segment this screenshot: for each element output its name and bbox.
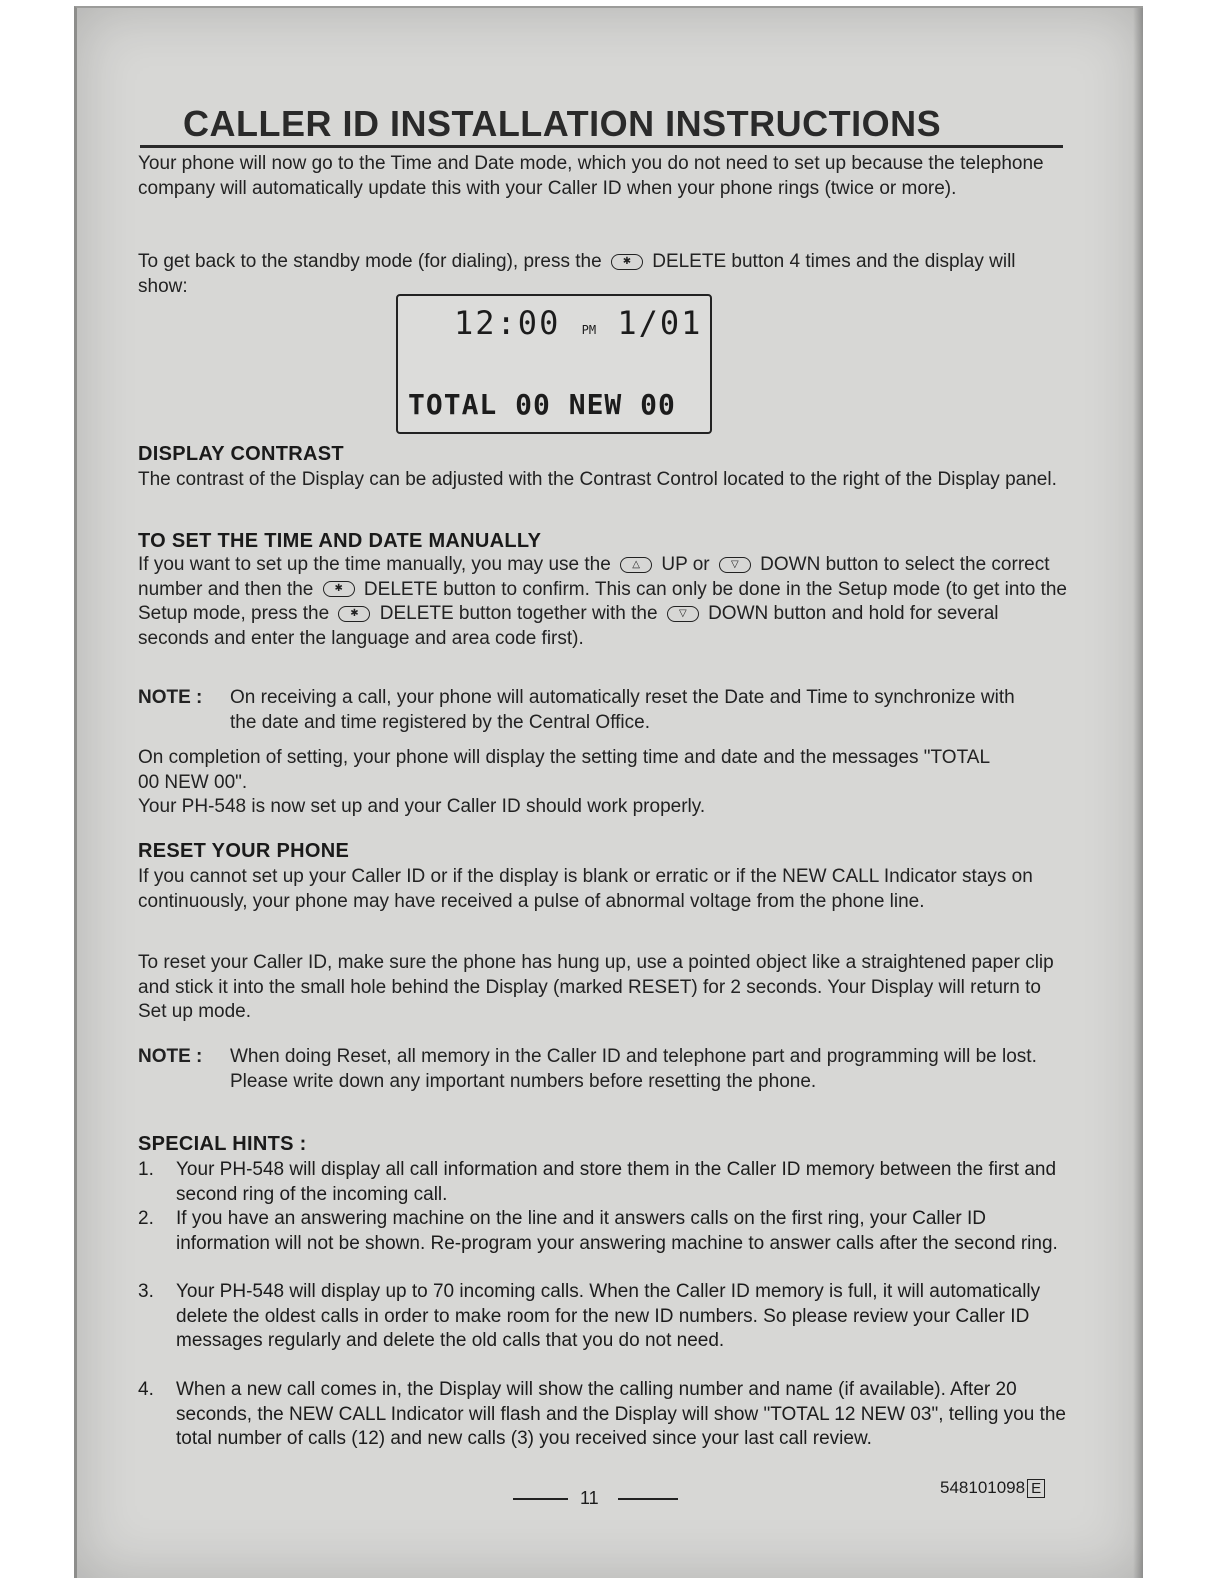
set-time-text-2: UP or — [661, 554, 710, 575]
list-item — [138, 1158, 1068, 1208]
up-key-icon: △ — [620, 557, 652, 573]
lcd-date: 1/01 — [617, 304, 703, 342]
reset-text-2: To reset your Caller ID, make sure the phone has hung up, use a pointed object like a straightened paper clip and stick it into the small hole behind the Display (marked RESET) for 2 seconds. Your Display will return to Set up mode. — [138, 952, 1054, 1022]
page-number: 11 — [580, 1488, 599, 1508]
set-time-text-1: If you want to set up the time manually, you may use the — [138, 554, 611, 575]
note1-text: On receiving a call, your phone will automatically reset the Date and Time to synchronize with the date and time registered by the Central Office. — [230, 687, 1015, 733]
down-key-icon: ▽ — [667, 606, 699, 622]
reset-heading: RESET YOUR PHONE — [138, 840, 350, 862]
set-time-heading: TO SET THE TIME AND DATE MANUALLY — [138, 530, 542, 552]
list-item — [138, 1378, 1068, 1478]
set-time-text-5: DELETE button together with the — [379, 603, 658, 624]
standby-paragraph — [138, 250, 1068, 299]
list-item-text: Your PH-548 will display up to 70 incoming calls. When the Caller ID memory is full, it will automatically delete the oldest calls in order to make room for the new ID numbers. So please review your Caller ID messages regularly and delete the old calls that you do not need. — [176, 1281, 1041, 1351]
set-time-text — [138, 553, 1068, 651]
set-time-text-4: DELETE button to confirm. This can only be done in the Setup mode (to get into the Setup mode, press the — [138, 578, 1067, 624]
set-time-text-3: DOWN button to select the correct number and then the — [138, 554, 1050, 600]
list-item-text: Your PH-548 will display all call information and store them in the Caller ID memory between the first and second ring of the incoming call. — [176, 1159, 1057, 1205]
note1-label: NOTE : — [138, 687, 203, 708]
intro-paragraph: Your phone will now go to the Time and Date mode, which you do not need to set up because the telephone company will automatically update this with your Caller ID when your phone rings (twice or more). — [138, 153, 1044, 199]
list-item-number: 1. — [138, 1159, 154, 1180]
completion-text-2: Your PH-548 is now set up and your Caller ID should work properly. — [138, 796, 706, 817]
list-item-number: 3. — [138, 1281, 154, 1302]
delete-key-icon: ✱ — [323, 581, 355, 597]
document-code-box: E — [1027, 1479, 1045, 1498]
list-item-number: 4. — [138, 1379, 154, 1400]
reset-text-1: If you cannot set up your Caller ID or if the display is blank or erratic or if the NEW CALL Indicator stays on continuously, your phone may have received a pulse of abnormal voltage from the phone line. — [138, 866, 1033, 912]
completion-text: On completion of setting, your phone will display the setting time and date and the messages "TOTAL 00 NEW 00". — [138, 747, 990, 793]
lcd-status-line: TOTAL 00 NEW 00 — [408, 388, 676, 421]
lcd-display — [396, 294, 712, 434]
note2-label: NOTE : — [138, 1046, 203, 1067]
lcd-time: 12:00 — [454, 304, 561, 342]
page-title: CALLER ID INSTALLATION INSTRUCTIONS — [183, 103, 942, 144]
list-item — [138, 1280, 1068, 1380]
standby-text-after: DELETE button 4 times and the display will show: — [138, 251, 1016, 297]
set-time-text-6: DOWN button and hold for several seconds and enter the language and area code first). — [138, 603, 999, 649]
standby-text-before: To get back to the standby mode (for dialing), press the — [138, 251, 602, 272]
delete-key-icon: ✱ — [338, 606, 370, 622]
down-key-icon: ▽ — [719, 557, 751, 573]
footer-rule-right — [618, 1498, 678, 1500]
hints-heading: SPECIAL HINTS : — [138, 1133, 307, 1155]
list-item-text: When a new call comes in, the Display will show the calling number and name (if available). After 20 seconds, the NEW CALL Indicator will flash and the Display will show "TOTAL 12 NEW 03", telling you the total number of calls (12) and new calls (3) you received since your last call review. — [176, 1379, 1066, 1449]
delete-key-icon: ✱ — [611, 254, 643, 270]
note2-text: When doing Reset, all memory in the Caller ID and telephone part and programming will be lost. Please write down any important numbers before resetting the phone. — [230, 1046, 1037, 1092]
document-code — [940, 1478, 1045, 1498]
lcd-time-line — [454, 304, 702, 342]
list-item — [138, 1207, 1068, 1281]
footer-rule-left — [513, 1498, 568, 1500]
title-underline — [140, 145, 1063, 148]
lcd-ampm: PM — [581, 323, 597, 337]
display-contrast-heading: DISPLAY CONTRAST — [138, 443, 344, 465]
list-item-text: If you have an answering machine on the line and it answers calls on the first ring, your Caller ID information will not be shown. Re-program your answering machine to answer calls after the second ring. — [176, 1208, 1058, 1254]
display-contrast-text: The contrast of the Display can be adjusted with the Contrast Control located to the right of the Display panel. — [138, 469, 1057, 490]
document-code-number: 548101098 — [940, 1478, 1026, 1497]
list-item-number: 2. — [138, 1208, 154, 1229]
